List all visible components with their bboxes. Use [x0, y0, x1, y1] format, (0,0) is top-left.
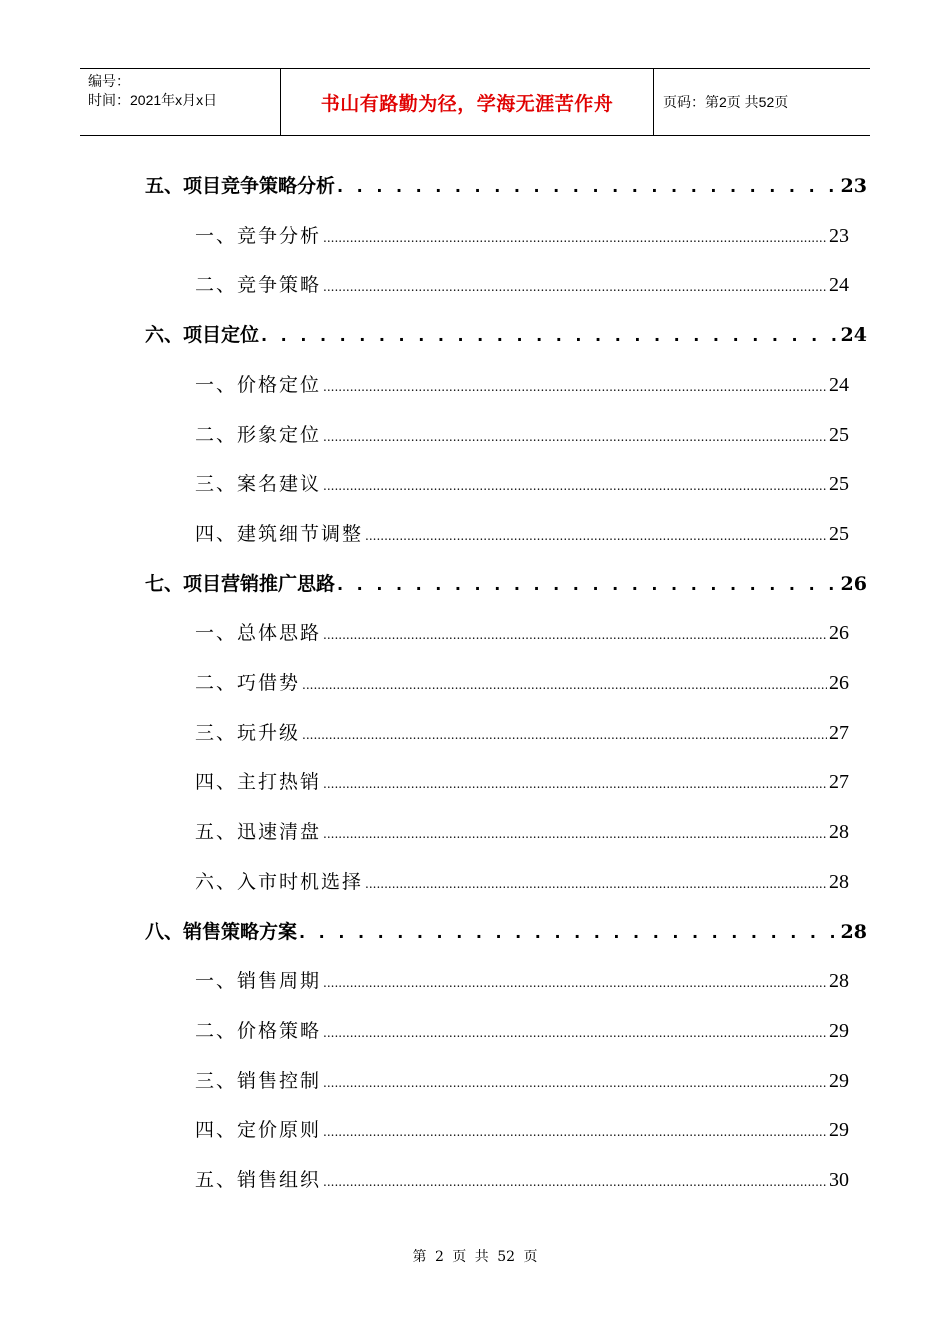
toc-entry-title: 一、总体思路: [195, 622, 322, 644]
toc-entry-page: 26: [829, 672, 849, 694]
toc-dot-leader: [302, 678, 827, 692]
page-footer: 第 2 页 共 52 页: [412, 1249, 538, 1265]
toc-dot-leader: [323, 231, 827, 245]
toc-chapter-entry[interactable]: [145, 917, 867, 944]
toc-dot-leader: [323, 380, 827, 394]
toc-entry-title: 三、玩升级: [195, 722, 301, 744]
toc-entry-page: 24: [829, 274, 849, 296]
toc-section-entry[interactable]: [195, 618, 849, 645]
toc-entry-title: 五、迅速清盘: [195, 821, 322, 843]
toc-dot-leader: [323, 1026, 827, 1040]
toc-entry-title: 二、价格策略: [195, 1020, 322, 1042]
toc-entry-page: 29: [829, 1020, 849, 1042]
toc-entry-title: 二、形象定位: [195, 424, 322, 446]
toc-chapter-entry[interactable]: [145, 569, 867, 596]
toc-entry-title: 三、销售控制: [195, 1070, 322, 1092]
toc-entry-title: 六、项目定位: [145, 324, 260, 346]
toc-dot-leader: [323, 1125, 827, 1139]
toc-entry-title: 四、主打热销: [195, 771, 322, 793]
toc-entry-page: 23: [829, 225, 849, 247]
toc-entry-title: 四、定价原则: [195, 1119, 322, 1141]
toc-section-entry[interactable]: [195, 420, 849, 447]
toc-entry-title: 五、项目竞争策略分析: [145, 175, 336, 197]
toc-dot-leader: [323, 280, 827, 294]
toc-dot-leader: [337, 177, 839, 196]
toc-entry-page: 28: [840, 921, 867, 943]
toc-entry-page: 28: [829, 970, 849, 992]
toc-section-entry[interactable]: [195, 270, 849, 297]
toc-entry-page: 26: [840, 573, 867, 595]
toc-section-entry[interactable]: [195, 519, 849, 546]
toc-section-entry[interactable]: [195, 221, 849, 248]
toc-dot-leader: [323, 1076, 827, 1090]
toc-dot-leader: [261, 326, 839, 345]
toc-entry-title: 一、价格定位: [195, 374, 322, 396]
toc-entry-page: 24: [829, 374, 849, 396]
toc-entry-title: 四、建筑细节调整: [195, 523, 364, 545]
toc-dot-leader: [365, 529, 827, 543]
toc-section-entry[interactable]: [195, 867, 849, 894]
toc-section-entry[interactable]: [195, 1165, 849, 1192]
toc-section-entry[interactable]: [195, 817, 849, 844]
toc-entry-title: 三、案名建议: [195, 473, 322, 495]
toc-section-entry[interactable]: [195, 1016, 849, 1043]
header-page-cell: [654, 69, 870, 135]
toc-dot-leader: [323, 479, 827, 493]
toc-entry-title: 一、销售周期: [195, 970, 322, 992]
toc-section-entry[interactable]: [195, 1115, 849, 1142]
toc-section-entry[interactable]: [195, 718, 849, 745]
toc-entry-title: 一、竞争分析: [195, 225, 322, 247]
toc-entry-title: 七、项目营销推广思路: [145, 573, 336, 595]
toc-entry-page: 29: [829, 1119, 849, 1141]
toc-dot-leader: [323, 827, 827, 841]
toc-entry-page: 23: [840, 175, 867, 197]
toc-entry-page: 27: [829, 771, 849, 793]
toc-entry-page: 25: [829, 523, 849, 545]
page-info: 页码：第2页 共52页: [663, 94, 789, 110]
toc-section-entry[interactable]: [195, 966, 849, 993]
toc-entry-page: 27: [829, 722, 849, 744]
toc-dot-leader: [323, 628, 827, 642]
toc-section-entry[interactable]: [195, 370, 849, 397]
toc-entry-page: 30: [829, 1169, 849, 1191]
header-motto-cell: [281, 69, 654, 135]
toc-chapter-entry[interactable]: [145, 171, 867, 198]
toc-dot-leader: [323, 976, 827, 990]
serial-label: 编号：: [88, 73, 130, 89]
toc-entry-title: 二、竞争策略: [195, 274, 322, 296]
toc-entry-page: 29: [829, 1070, 849, 1092]
toc-section-entry[interactable]: [195, 1066, 849, 1093]
toc-entry-title: 六、入市时机选择: [195, 871, 364, 893]
toc-entry-page: 28: [829, 871, 849, 893]
toc-section-entry[interactable]: [195, 469, 849, 496]
toc-section-entry[interactable]: [195, 668, 849, 695]
toc-entry-page: 26: [829, 622, 849, 644]
toc-dot-leader: [302, 728, 827, 742]
toc-entry-page: 25: [829, 424, 849, 446]
toc-dot-leader: [323, 430, 827, 444]
toc-section-entry[interactable]: [195, 767, 849, 794]
toc-entry-title: 八、销售策略方案: [145, 921, 298, 943]
header-meta-cell: [80, 69, 281, 135]
toc-entry-page: 24: [840, 324, 867, 346]
toc-entry-page: 28: [829, 821, 849, 843]
toc-entry-page: 25: [829, 473, 849, 495]
toc-dot-leader: [299, 923, 839, 942]
toc-dot-leader: [323, 777, 827, 791]
time-label: 时间：2021年x月x日: [88, 92, 218, 108]
toc-chapter-entry[interactable]: [145, 320, 867, 347]
page-header: [80, 68, 870, 136]
toc-dot-leader: [365, 877, 827, 891]
toc-dot-leader: [323, 1175, 827, 1189]
toc-entry-title: 五、销售组织: [195, 1169, 322, 1191]
toc-dot-leader: [337, 575, 839, 594]
toc-entry-title: 二、巧借势: [195, 672, 301, 694]
motto-text: 书山有路勤为径，学海无涯苦作舟: [320, 92, 614, 115]
